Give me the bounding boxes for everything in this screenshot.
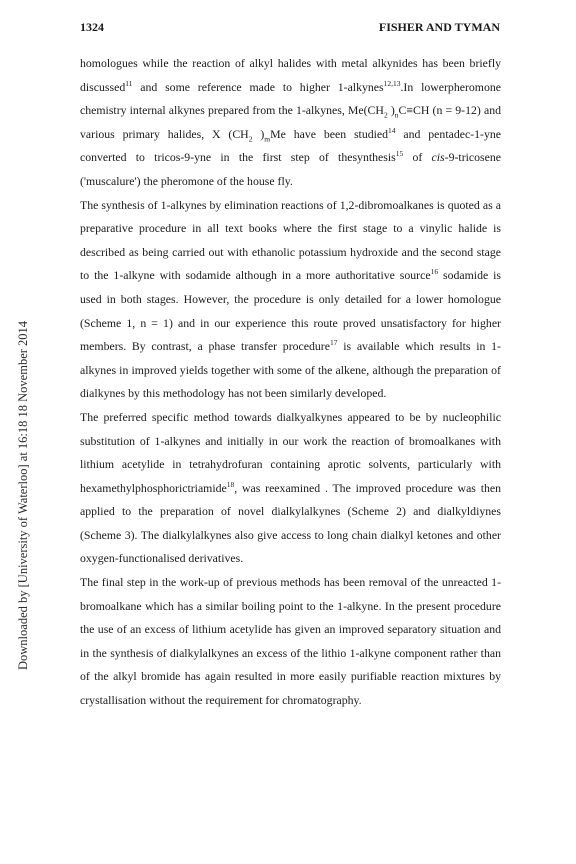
paragraph-4 [80,571,501,713]
reference-superscript: 16 [430,267,439,277]
text-run: and pentadec-1-yne converted to tricos-9-yne in the first step of thesynthesis [80,126,501,165]
text-run: and some reference made to higher 1-alkynes [132,79,384,94]
subscript: m [264,134,271,144]
text-run: is available which results in 1-alkynes in improved yields together with some of the alkene, although the preparation of dialkynes by this methodology has not been similarly developed. [80,339,501,401]
text-run: C≡CH (n = 9-12) and various primary halides, X (CH [80,103,501,141]
paragraph-1 [80,52,501,194]
text-run: The preferred specific method towards dialkyalkynes appeared to be by nucleophilic substitution of 1-alkynes and initially in our work the reaction of bromoalkanes with lithium acetylide in tetrahydrofuran containing aprotic solvents, particularly with hexamethylphosphorictriamide [80,409,501,495]
subscript: n [394,110,399,120]
text-run: -9-tricosene ('muscalure') the pheromone of the house fly. [80,150,501,188]
running-title: FISHER AND TYMAN [378,20,500,34]
italic-prefix: cis [431,150,445,165]
text-run: .In lowerpheromone chemistry internal alkynes prepared from the 1-alkynes, Me(CH [80,79,501,118]
subscript: 2 [248,134,253,144]
text-run: Me have been studied [270,126,389,141]
download-watermark [2,150,30,670]
text-run: The synthesis of 1-alkynes by elimination reactions of 1,2-dibromoalkanes is quoted as a preparative procedure in all text books where the first stage to a vinylic halide is described as being carried out with ethanolic potassium hydroxide and the second stage to the 1-alkyne with sodamide although in a more authoritative source [80,197,501,283]
text-run: The final step in the work-up of previous methods has been removal of the unreacted 1-bromoalkane which has a similar boiling point to the 1-alkyne. In the present procedure the use of an excess of lithium acetylide has given an improved separatory situation and in the synthesis of dialkylalkynes an excess of the lithio 1-alkyne component rather than of the alkyl bromide has again resulted in more easily purifiable reaction mixtures by crystallisation without the requirement for chromatography. [80,575,501,708]
reference-superscript: 18 [226,479,235,489]
reference-superscript: 12,13 [383,78,401,88]
text-run: homologues while the reaction of alkyl halides with metal alkynides has been briefly discussed [80,56,501,94]
article-body [80,52,501,713]
text-run: sodamide is used in both stages. However, the procedure is only detailed for a lower homologue (Scheme 1, n = 1) and in our experience this route proved unsatisfactory for higher members. By contrast, a phase transfer procedure [80,268,501,354]
text-run: ) [252,126,265,141]
reference-superscript: 14 [388,125,396,135]
text-run: , was reexamined . The improved procedure was then applied to the preparation of novel dialkylalkynes (Scheme 2) and dialkyldiynes (Scheme 3). The dialkylalkynes also give access to long chain dialkyl ketones and other oxygen-functionalised derivatives. [80,480,501,566]
subscript: 2 [383,110,388,120]
paragraph-3 [80,406,501,571]
download-notice-text: Downloaded by [University of Waterloo] at 16:18 18 November 2014 [16,320,30,670]
reference-superscript: 17 [329,338,338,348]
page-number: 1324 [80,20,104,34]
page-header [80,20,500,35]
paragraph-2 [80,194,501,406]
text-run: ) [387,103,395,118]
text-run: of [403,150,432,165]
reference-superscript: 15 [395,149,404,159]
reference-superscript: 11 [125,78,133,88]
